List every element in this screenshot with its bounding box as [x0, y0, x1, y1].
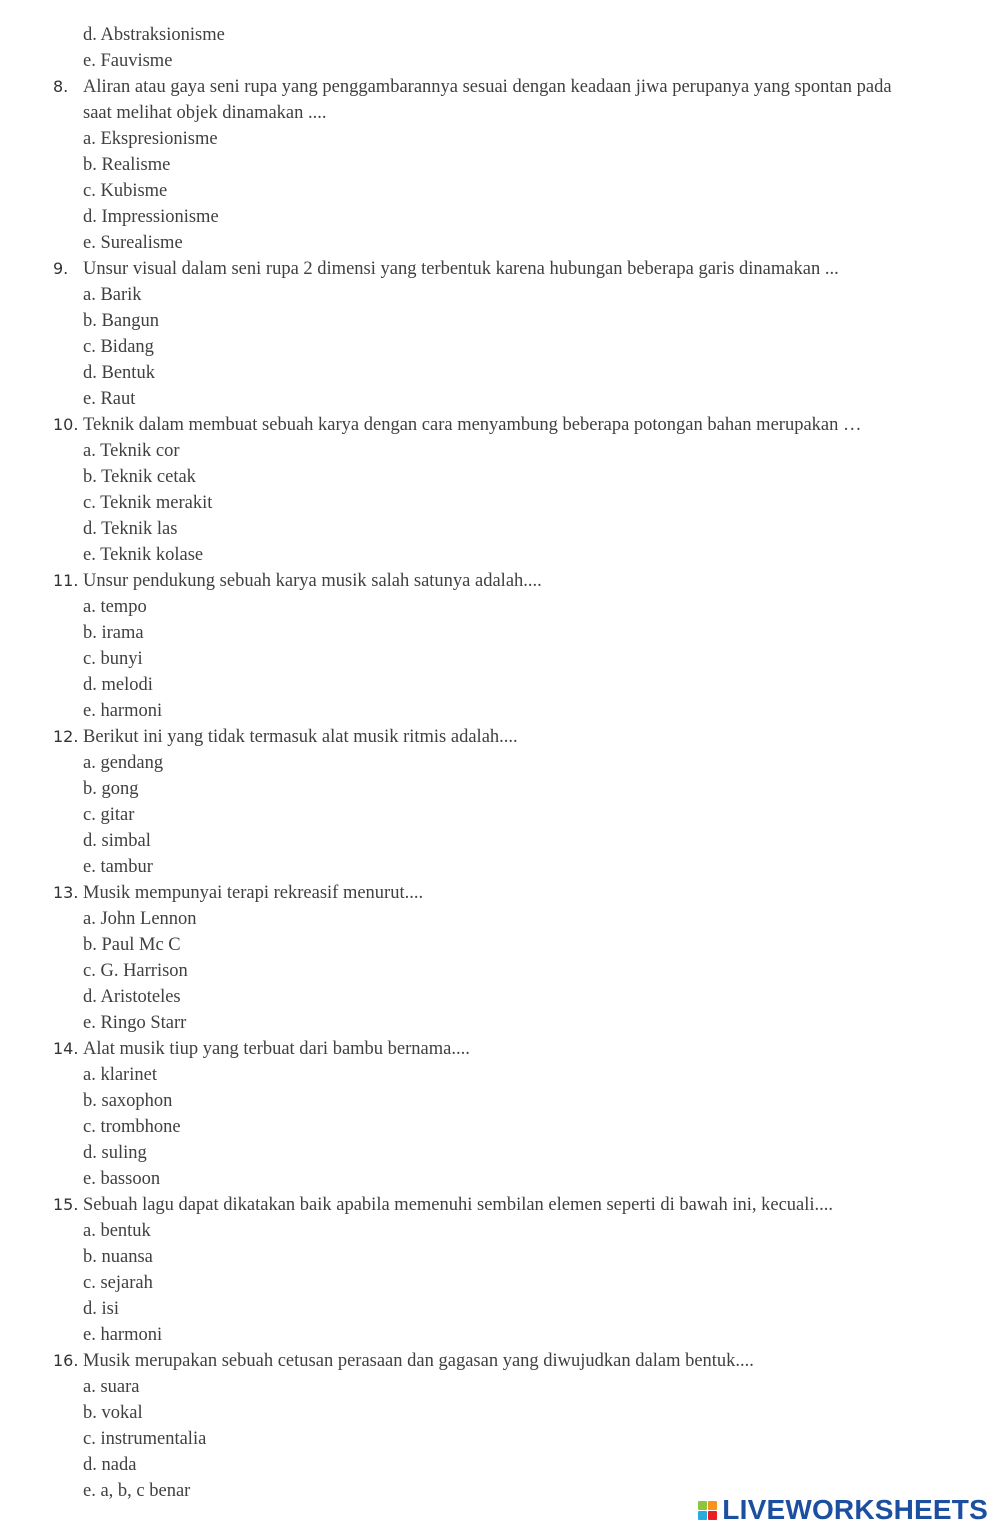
logo-square-blue	[698, 1511, 707, 1520]
question-9	[0, 256, 1000, 282]
answer-option: e. Ringo Starr	[83, 1013, 187, 1033]
answer-option: c. Teknik merakit	[83, 493, 213, 513]
answer-option: a. John Lennon	[83, 909, 197, 929]
answer-option: a. Barik	[83, 285, 142, 305]
question-12	[0, 724, 1000, 750]
answer-option: b. Bangun	[83, 311, 160, 331]
question-number: 11.	[53, 571, 79, 590]
answer-option: c. Kubisme	[83, 181, 168, 201]
question-text: Sebuah lagu dapat dikatakan baik apabila memenuhi sembilan elemen seperti di bawah ini, kecuali....	[83, 1195, 834, 1215]
logo-square-green	[698, 1501, 707, 1510]
answer-option: a. klarinet	[83, 1065, 157, 1085]
answer-option: b. Paul Mc C	[83, 935, 181, 955]
worksheet-page	[0, 22, 1000, 1504]
question-number: 12.	[53, 727, 79, 746]
question-number: 9.	[53, 259, 69, 278]
answer-option: e. tambur	[83, 857, 153, 877]
question-number: 15.	[53, 1195, 79, 1214]
brand-text: LIVEWORKSHEETS	[722, 1494, 988, 1525]
answer-option: d. simbal	[83, 831, 151, 851]
answer-option: d. Bentuk	[83, 363, 155, 383]
question-list	[0, 74, 1000, 1504]
answer-option: a. Ekspresionisme	[83, 129, 218, 149]
answer-option: e. Surealisme	[83, 233, 183, 253]
answer-option: e. harmoni	[83, 1325, 163, 1345]
answer-option: d. melodi	[83, 675, 153, 695]
answer-option: b. irama	[83, 623, 144, 643]
answer-option: c. bunyi	[83, 649, 143, 669]
liveworksheets-brand	[698, 1494, 988, 1526]
logo-square-orange	[708, 1501, 717, 1510]
answer-option: d. nada	[83, 1455, 137, 1475]
question-text: Berikut ini yang tidak termasuk alat musik ritmis adalah....	[83, 727, 518, 747]
answer-option: a. Teknik cor	[83, 441, 180, 461]
question-text: Musik merupakan sebuah cetusan perasaan dan gagasan yang diwujudkan dalam bentuk....	[83, 1351, 754, 1371]
answer-option: b. vokal	[83, 1403, 143, 1423]
question-text-continued: saat melihat objek dinamakan ....	[83, 103, 327, 123]
liveworksheets-logo-icon	[698, 1501, 717, 1520]
answer-option: e. a, b, c benar	[83, 1481, 191, 1501]
answer-option: e. Teknik kolase	[83, 545, 204, 565]
answer-option: a. bentuk	[83, 1221, 151, 1241]
answer-option: c. gitar	[83, 805, 135, 825]
question-14	[0, 1036, 1000, 1062]
question-text: Aliran atau gaya seni rupa yang penggambarannya sesuai dengan keadaan jiwa perupanya yang spontan pada	[83, 77, 892, 97]
answer-option: a. gendang	[83, 753, 164, 773]
answer-option: d. isi	[83, 1299, 119, 1319]
answer-option: b. Realisme	[83, 155, 171, 175]
answer-option: c. Bidang	[83, 337, 154, 357]
answer-option: b. Teknik cetak	[83, 467, 196, 487]
option-e-q7: e. Fauvisme	[83, 51, 173, 71]
question-number: 14.	[53, 1039, 79, 1058]
question-8	[0, 74, 1000, 100]
option-d-q7: d. Abstraksionisme	[83, 25, 225, 45]
question-15	[0, 1192, 1000, 1218]
answer-option: e. harmoni	[83, 701, 163, 721]
question-11	[0, 568, 1000, 594]
question-10	[0, 412, 1000, 438]
answer-option: d. Impressionisme	[83, 207, 219, 227]
answer-option: c. trombhone	[83, 1117, 181, 1137]
question-16	[0, 1348, 1000, 1374]
question-number: 16.	[53, 1351, 79, 1370]
question-13	[0, 880, 1000, 906]
answer-option: e. bassoon	[83, 1169, 161, 1189]
answer-option: a. tempo	[83, 597, 147, 617]
answer-option: d. suling	[83, 1143, 147, 1163]
question-text: Alat musik tiup yang terbuat dari bambu bernama....	[83, 1039, 470, 1059]
question-text: Musik mempunyai terapi rekreasif menurut....	[83, 883, 424, 903]
answer-option: d. Aristoteles	[83, 987, 181, 1007]
question-text: Unsur pendukung sebuah karya musik salah satunya adalah....	[83, 571, 542, 591]
question-number: 8.	[53, 77, 69, 96]
answer-option: e. Raut	[83, 389, 136, 409]
answer-option: b. gong	[83, 779, 139, 799]
answer-option: c. sejarah	[83, 1273, 153, 1293]
question-number: 10.	[53, 415, 79, 434]
answer-option: b. nuansa	[83, 1247, 153, 1267]
question-text: Unsur visual dalam seni rupa 2 dimensi yang terbentuk karena hubungan beberapa garis dinamakan ...	[83, 259, 839, 279]
answer-option: a. suara	[83, 1377, 140, 1397]
question-number: 13.	[53, 883, 79, 902]
answer-option: c. G. Harrison	[83, 961, 188, 981]
answer-option: c. instrumentalia	[83, 1429, 207, 1449]
logo-square-red	[708, 1511, 717, 1520]
answer-option: d. Teknik las	[83, 519, 178, 539]
answer-option: b. saxophon	[83, 1091, 173, 1111]
question-text: Teknik dalam membuat sebuah karya dengan cara menyambung beberapa potongan bahan merupakan …	[83, 415, 862, 435]
